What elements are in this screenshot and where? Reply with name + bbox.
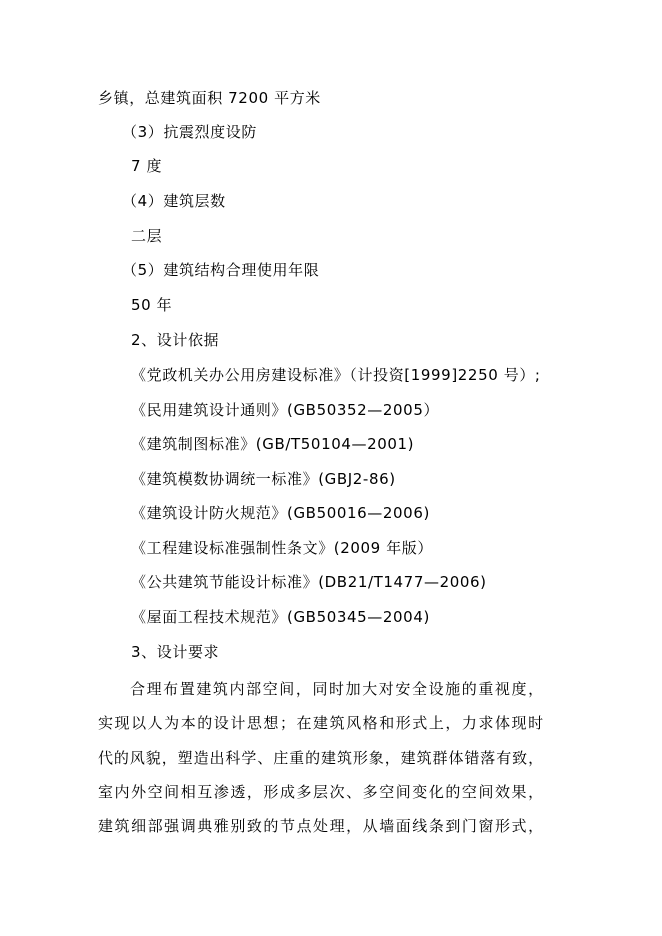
heading-service-life: （5）建筑结构合理使用年限 [122, 261, 320, 279]
standard-item: 《建筑制图标准》(GB/T50104—2001) [131, 435, 415, 453]
standard-item: 《党政机关办公用房建设标准》（计投资[1999]2250 号）; [131, 366, 541, 384]
paragraph-line: 建筑细部强调典雅别致的节点处理，从墙面线条到门窗形式， [98, 817, 544, 836]
standard-item: 《工程建设标准强制性条文》(2009 年版） [131, 539, 433, 557]
heading-building-floors: （4）建筑层数 [122, 192, 226, 210]
paragraph-line: 室内外空间相互渗透，形成多层次、多空间变化的空间效果， [98, 782, 544, 801]
design-requirements-paragraph [98, 672, 544, 843]
paragraph-line: 代的风貌，塑造出科学、庄重的建筑形象，建筑群体错落有致， [98, 748, 544, 767]
paragraph-line: 合理布置建筑内部空间，同时加大对安全设施的重视度， [130, 680, 544, 698]
paragraph-line: 实现以人为本的设计思想；在建筑风格和形式上，力求体现时 [98, 714, 544, 733]
section-heading-design-basis: 2、设计依据 [131, 331, 220, 349]
standard-item: 《民用建筑设计通则》(GB50352—2005） [131, 401, 440, 419]
text-line-area: 乡镇，总建筑面积 7200 平方米 [98, 89, 321, 107]
standard-item: 《建筑设计防火规范》(GB50016—2006) [131, 504, 430, 522]
value-service-life: 50 年 [131, 296, 173, 314]
heading-seismic-fortification: （3）抗震烈度设防 [122, 123, 257, 141]
standard-item: 《屋面工程技术规范》(GB50345—2004) [131, 608, 430, 626]
value-building-floors: 二层 [131, 227, 163, 245]
value-seismic-degree: 7 度 [131, 157, 163, 175]
standard-item: 《建筑模数协调统一标准》(GBJ2-86) [131, 470, 396, 488]
standard-item: 《公共建筑节能设计标准》(DB21/T1477—2006) [131, 573, 487, 591]
section-heading-design-requirements: 3、设计要求 [131, 643, 220, 661]
